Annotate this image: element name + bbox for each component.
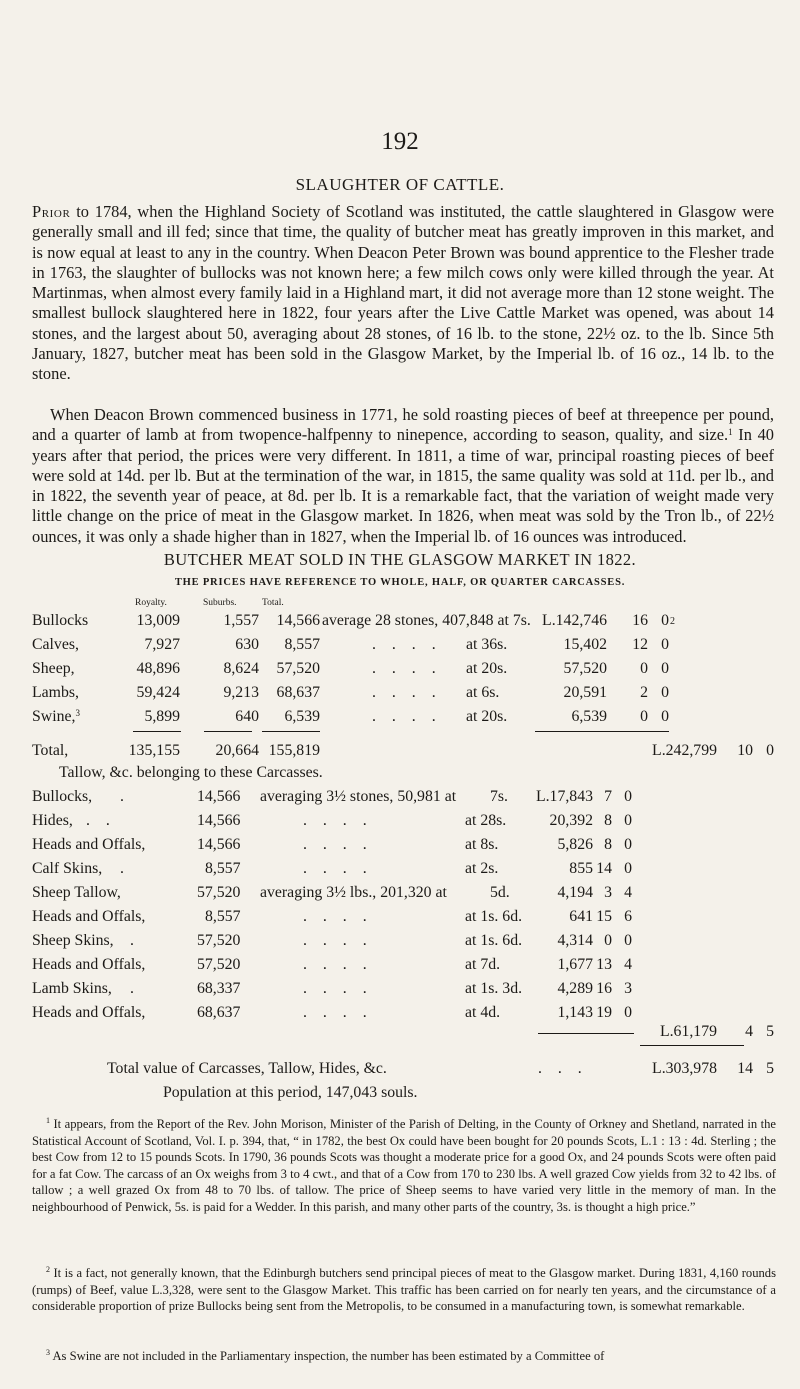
cell-suburbs: 640 xyxy=(235,708,259,725)
tallow-shillings: 7 xyxy=(604,788,612,805)
tallow-price: at 2s. xyxy=(465,860,499,877)
cell-royalty: 48,896 xyxy=(136,660,180,677)
tallow-amount: 4,289 xyxy=(557,980,593,997)
footnote-text: As Swine are not included in the Parliamentary inspection, the number has been estimated by a Committee of xyxy=(50,1349,605,1363)
rule xyxy=(262,731,320,732)
paragraph-body: to 1784, when the Highland Society of Scotland was instituted, the cattle slaughtered in Glasgow were generally small and ill fed; since that time, the quality of butcher meat has greatly improven in this market, and is now equal at least to any in the country. When Deacon Peter Brown was bound apprentice to the Flesher trade in 1763, the slaughter of bullocks was not known here; a few milch cows only were killed through the year. At Martinmas, when almost every family laid in a Highland mart, it did not average more than 12 stone weight. The smallest bullock slaughtered here in 1822, four years after the Live Cattle Market was opened, was about 14 stones, and the largest about 50, averaging about 28 stones, of 16 lb. to the stone, 22½ oz. to the lb. Since 5th January, 1827, butcher meat has been sold in the Glasgow Market, by the Imperial lb. of 16 oz., 14 lb. to the stone. xyxy=(32,202,774,384)
tallow-count: 8,557 xyxy=(205,908,241,925)
tallow-pence: 0 xyxy=(624,788,632,805)
total-pence: 0 xyxy=(766,742,774,759)
footnote-1 xyxy=(32,1116,776,1216)
cell-royalty: 59,424 xyxy=(136,684,180,701)
leader-dots: . . . . xyxy=(372,660,442,677)
tallow-count: 57,520 xyxy=(197,884,241,901)
leader-dots: . xyxy=(120,788,124,805)
tallow-price: at 8s. xyxy=(465,836,499,853)
tallow-amount: 855 xyxy=(569,860,593,877)
col-header-total: Total. xyxy=(262,598,284,608)
footnote-mark: 3 xyxy=(46,1348,50,1357)
leader-dots: . . . . xyxy=(303,980,373,997)
cell-shillings: 16 xyxy=(632,612,648,629)
row-label: Lambs, xyxy=(32,684,79,701)
tallow-price: at 28s. xyxy=(465,812,507,829)
tallow-shillings: 8 xyxy=(604,836,612,853)
footnote-ref: 2 xyxy=(670,616,675,627)
row-label xyxy=(32,708,80,726)
cell-amount: L.142,746 xyxy=(542,612,607,629)
tallow-shillings: 3 xyxy=(604,884,612,901)
tallow-shillings: 13 xyxy=(596,956,612,973)
cell-price: at 20s. xyxy=(466,708,508,725)
tallow-label: Heads and Offals, xyxy=(32,956,146,973)
tallow-shillings: 0 xyxy=(604,932,612,949)
tallow-shillings: 15 xyxy=(596,908,612,925)
cell-price: at 20s. xyxy=(466,660,508,677)
rule xyxy=(538,1033,634,1034)
paragraph-lead-word: Prior xyxy=(32,202,71,221)
tallow-pence: 6 xyxy=(624,908,632,925)
total-shillings: 10 xyxy=(737,742,753,759)
footnote-2 xyxy=(32,1265,776,1315)
table-subtitle: THE PRICES HAVE REFERENCE TO WHOLE, HALF, OR QUARTER CARCASSES. xyxy=(174,577,626,588)
tallow-count: 14,566 xyxy=(197,788,241,805)
leader-dots: . . . . xyxy=(372,636,442,653)
tallow-amount: 20,392 xyxy=(549,812,593,829)
col-header-royalty: Royalty. xyxy=(135,598,167,608)
total-amount: L.242,799 xyxy=(652,742,717,759)
tallow-amount: 641 xyxy=(569,908,593,925)
tallow-amount: 4,194 xyxy=(557,884,593,901)
cell-total: 8,557 xyxy=(284,636,320,653)
tallow-count: 14,566 xyxy=(197,836,241,853)
paragraph-prior-to-1784 xyxy=(32,202,774,385)
rule xyxy=(640,1045,744,1046)
tallow-amount: 1,677 xyxy=(557,956,593,973)
cell-amount: 6,539 xyxy=(571,708,607,725)
tallow-shillings: 16 xyxy=(596,980,612,997)
row-label: Calves, xyxy=(32,636,79,653)
grand-total-label: Total value of Carcasses, Tallow, Hides, &c. xyxy=(107,1060,387,1077)
total-suburbs: 20,664 xyxy=(215,742,259,759)
cell-pence: 0 xyxy=(661,660,669,677)
cell-pence: 0 xyxy=(661,612,669,629)
paragraph-deacon-brown xyxy=(32,405,774,547)
tallow-average: averaging 3½ lbs., 201,320 at xyxy=(260,884,447,901)
cell-royalty: 7,927 xyxy=(144,636,180,653)
tallow-pence: 4 xyxy=(624,956,632,973)
row-label: Sheep, xyxy=(32,660,75,677)
rule xyxy=(535,731,669,732)
tallow-price: at 1s. 6d. xyxy=(465,908,523,925)
tallow-total-shillings: 4 xyxy=(745,1023,753,1040)
leader-dots: . . . . xyxy=(372,684,442,701)
tallow-pence: 3 xyxy=(624,980,632,997)
cell-shillings: 12 xyxy=(632,636,648,653)
tallow-pence: 0 xyxy=(624,860,632,877)
tallow-price: at 7d. xyxy=(465,956,501,973)
leader-dots: . xyxy=(130,980,134,997)
cell-total: 68,637 xyxy=(276,684,320,701)
leader-dots: . . . . xyxy=(303,1004,373,1021)
cell-average: average 28 stones, 407,848 at 7s. xyxy=(322,612,531,629)
cell-amount: 57,520 xyxy=(563,660,607,677)
tallow-label: Calf Skins, xyxy=(32,860,103,877)
tallow-count: 14,566 xyxy=(197,812,241,829)
chapter-heading: SLAUGHTER OF CATTLE. xyxy=(295,175,505,194)
tallow-price: at 4d. xyxy=(465,1004,501,1021)
leader-dots: . . xyxy=(86,812,116,829)
total-royalty: 135,155 xyxy=(128,742,180,759)
row-label: Bullocks xyxy=(32,612,89,629)
tallow-shillings: 14 xyxy=(596,860,612,877)
cell-royalty: 13,009 xyxy=(136,612,180,629)
leader-dots: . . . xyxy=(538,1060,588,1077)
tallow-count: 57,520 xyxy=(197,956,241,973)
cell-suburbs: 630 xyxy=(235,636,259,653)
tallow-price: 5d. xyxy=(490,884,510,901)
rule xyxy=(204,731,252,732)
leader-dots: . xyxy=(130,932,134,949)
leader-dots: . . . . xyxy=(303,956,373,973)
footnote-ref: 1 xyxy=(728,427,733,438)
cell-suburbs: 9,213 xyxy=(223,684,259,701)
tallow-total-amount: L.61,179 xyxy=(659,1023,717,1040)
cell-total: 6,539 xyxy=(284,708,320,725)
leader-dots: . xyxy=(120,860,124,877)
tallow-label: Heads and Offals, xyxy=(32,1004,146,1021)
footnote-mark: 1 xyxy=(46,1116,50,1125)
table-title: BUTCHER MEAT SOLD IN THE GLASGOW MARKET IN 1822. xyxy=(163,550,637,569)
total-label: Total, xyxy=(32,742,69,759)
tallow-total-pence: 5 xyxy=(766,1023,774,1040)
tallow-pence: 0 xyxy=(624,836,632,853)
tallow-pence: 4 xyxy=(624,884,632,901)
paragraph-body-a: When Deacon Brown commenced business in 1771, he sold roasting pieces of beef at threepence per pound, and a quarter of lamb at from twopence-halfpenny to ninepence, according to season, quality, and size. xyxy=(32,405,774,445)
cell-shillings: 0 xyxy=(640,660,648,677)
tallow-amount: 5,826 xyxy=(557,836,593,853)
page-number: 192 xyxy=(381,128,419,155)
cell-amount: 15,402 xyxy=(563,636,607,653)
tallow-label: Heads and Offals, xyxy=(32,908,146,925)
tallow-count: 8,557 xyxy=(205,860,241,877)
leader-dots: . . . . xyxy=(303,836,373,853)
tallow-pence: 0 xyxy=(624,812,632,829)
cell-total: 57,520 xyxy=(276,660,320,677)
tallow-label: Bullocks, xyxy=(32,788,93,805)
cell-suburbs: 8,624 xyxy=(223,660,259,677)
footnote-mark: 2 xyxy=(46,1265,50,1274)
tallow-count: 68,337 xyxy=(197,980,241,997)
footnote-ref: 3 xyxy=(75,708,80,718)
tallow-label: Sheep Tallow, xyxy=(32,884,121,901)
tallow-pence: 0 xyxy=(624,1004,632,1021)
footnote-text: It appears, from the Report of the Rev. John Morison, Minister of the Parish of Delting, in the County of Orkney and Shetland, narrated in the Statistical Account of Scotland, Vol. I. p. 394, that, “ in 1782, the best Ox could have been bought for 20 pounds Scots, L.1 : 13 : 4d. Sterling ; the best Cow from 12 to 15 pounds Scots. In 1790, 36 pounds Scots was thought a moderate price for a good Ox, and 24 pounds Scots were often paid for a fat Cow. The carcass of an Ox weighs from 3 to 4 cwt., and that of a Cow from 170 to 230 lbs. A well grazed Cow yields from 32 to 42 lbs. of tallow ; a well grazed Ox from 48 to 70 lbs. of tallow. The price of Sheep seems to have varied very little in the memory of man. In the neighbourhood of Penwick, 5s. is paid for a Wedder. In this parish, and many other parts of the country, 3s. is thought a high price.” xyxy=(32,1117,776,1214)
tallow-price: at 1s. 3d. xyxy=(465,980,523,997)
cell-shillings: 0 xyxy=(640,708,648,725)
tallow-label: Lamb Skins, xyxy=(32,980,112,997)
leader-dots: . . . . xyxy=(372,708,442,725)
row-label-text: Swine, xyxy=(32,708,76,725)
tallow-shillings: 19 xyxy=(596,1004,612,1021)
grand-total-pence: 5 xyxy=(766,1060,774,1077)
cell-pence: 0 xyxy=(661,708,669,725)
leader-dots: . . . . xyxy=(303,812,373,829)
tallow-amount: L.17,843 xyxy=(535,788,593,805)
cell-amount: 20,591 xyxy=(563,684,607,701)
tallow-average: averaging 3½ stones, 50,981 at xyxy=(260,788,457,805)
rule xyxy=(133,731,181,732)
cell-price: at 36s. xyxy=(466,636,508,653)
cell-suburbs: 1,557 xyxy=(223,612,259,629)
tallow-price: 7s. xyxy=(490,788,508,805)
leader-dots: . . . . xyxy=(303,860,373,877)
tallow-label: Heads and Offals, xyxy=(32,836,146,853)
footnote-3 xyxy=(32,1348,776,1365)
cell-price: at 6s. xyxy=(466,684,500,701)
tallow-amount: 4,314 xyxy=(557,932,593,949)
tallow-price: at 1s. 6d. xyxy=(465,932,523,949)
cell-total: 14,566 xyxy=(276,612,320,629)
tallow-pence: 0 xyxy=(624,932,632,949)
tallow-amount: 1,143 xyxy=(557,1004,593,1021)
cell-shillings: 2 xyxy=(640,684,648,701)
footnote-text: It is a fact, not generally known, that the Edinburgh butchers send principal pieces of meat to the Glasgow market. During 1831, 4,160 rounds (rumps) of Beef, value L.3,328, were sent to the Glasgow Market. This traffic has been carried on for nearly ten years, and the circumstance of a considerable proportion of prize Bullocks being sent from the Metropolis, to be consumed in a manufacturing town, is somewhat remarkable. xyxy=(32,1266,776,1314)
leader-dots: . . . . xyxy=(303,908,373,925)
col-header-suburbs: Suburbs. xyxy=(203,598,237,608)
tallow-label: Hides, xyxy=(32,812,73,829)
tallow-count: 68,637 xyxy=(197,1004,241,1021)
grand-total-amount: L.303,978 xyxy=(652,1060,717,1077)
leader-dots: . . . . xyxy=(303,932,373,949)
tallow-heading: Tallow, &c. belonging to these Carcasses. xyxy=(59,764,323,781)
tallow-count: 57,520 xyxy=(197,932,241,949)
grand-total-shillings: 14 xyxy=(737,1060,753,1077)
population-line: Population at this period, 147,043 souls. xyxy=(163,1084,418,1101)
total-total: 155,819 xyxy=(268,742,320,759)
paragraph-body-b: In 40 years after that period, the prices were very different. In 1811, a time of war, principal roasting pieces of beef were sold at 14d. per lb. But at the termination of the war, in 1815, the same quality was sold at 11d. per lb., and in 1822, the seventh year of peace, at 8d. per lb. It is a remarkable fact, that the variation of weight made very little change on the price of meat in the Glasgow market. In 1826, when meat was sold by the Tron lb., of 22½ ounces, it was only a shade higher than in 1827, when the Imperial lb. of 16 ounces was introduced. xyxy=(32,425,774,546)
cell-royalty: 5,899 xyxy=(144,708,180,725)
cell-pence: 0 xyxy=(661,684,669,701)
tallow-label: Sheep Skins, xyxy=(32,932,114,949)
tallow-shillings: 8 xyxy=(604,812,612,829)
cell-pence: 0 xyxy=(661,636,669,653)
